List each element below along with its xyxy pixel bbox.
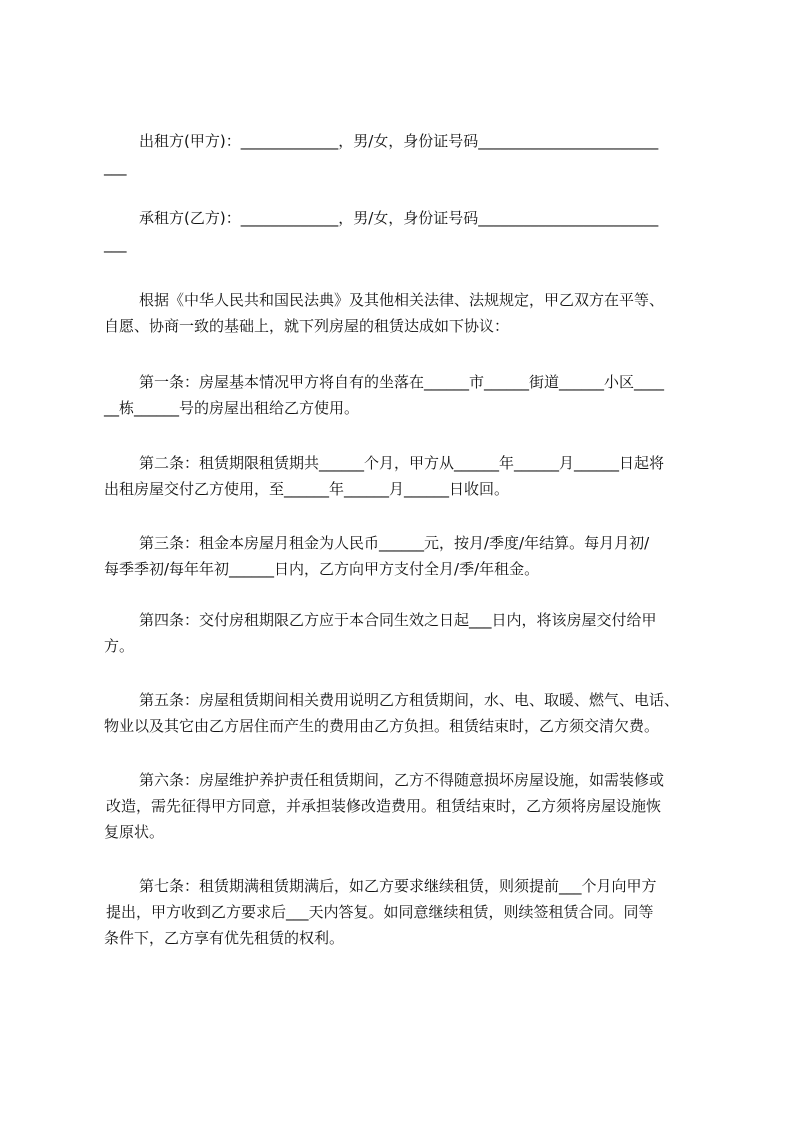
text-line: ___	[104, 158, 127, 176]
lessee-paragraph	[104, 205, 702, 257]
article-7-paragraph	[104, 873, 702, 951]
text-line: 第二条：租赁期限租赁期共______个月，甲方从______年______月______日起将	[139, 454, 665, 472]
text-line: 自愿、协商一致的基础上，就下列房屋的租赁达成如下协议：	[104, 317, 510, 335]
article-2-paragraph	[104, 450, 702, 502]
text-line: 第七条：租赁期满租赁期满后，如乙方要求继续租赁，则须提前___个月向甲方	[139, 877, 657, 895]
text-line: ___	[104, 235, 127, 253]
text-line: 出租方(甲方)：_____________，男/女，身份证号码________________________	[139, 132, 659, 150]
preamble-paragraph	[104, 287, 702, 339]
text-line: 条件下，乙方享有优先租赁的权利。	[104, 929, 345, 947]
text-line: 第五条：房屋租赁期间相关费用说明乙方租赁期间，水、电、取暖、燃气、电话、	[139, 691, 680, 709]
text-line: 改造，需先征得甲方同意，并承担装修改造费用。租赁结束时，乙方须将房屋设施恢	[106, 797, 662, 815]
text-line: 每季季初/每年年初______日内，乙方向甲方支付全月/季/年租金。	[104, 560, 540, 578]
text-line: 第六条：房屋维护养护责任租赁期间，乙方不得随意损坏房屋设施，如需装修或	[139, 771, 665, 789]
text-line: __栋______号的房屋出租给乙方使用。	[104, 399, 360, 417]
text-line: 承租方(乙方)：_____________，男/女，身份证号码________________________	[139, 209, 659, 227]
text-line: 提出，甲方收到乙方要求后___天内答复。如同意继续租赁，则续签租赁合同。同等	[106, 903, 654, 921]
article-1-paragraph	[104, 369, 702, 421]
article-4-paragraph	[104, 607, 702, 659]
text-line: 根据《中华人民共和国民法典》及其他相关法律、法规规定，甲乙双方在平等、	[139, 291, 665, 309]
text-line: 第一条：房屋基本情况甲方将自有的坐落在______市______街道______小区____	[139, 373, 665, 391]
text-line: 出租房屋交付乙方使用，至______年______月______日收回。	[104, 480, 510, 498]
article-5-paragraph	[104, 687, 702, 739]
text-line: 第四条：交付房租期限乙方应于本合同生效之日起___日内，将该房屋交付给甲	[139, 611, 657, 629]
text-line: 第三条：租金本房屋月租金为人民币______元，按月/季度/年结算。每月月初/	[139, 534, 650, 552]
text-line: 方。	[104, 637, 135, 655]
text-line: 物业以及其它由乙方居住而产生的费用由乙方负担。租赁结束时，乙方须交清欠费。	[104, 717, 660, 735]
text-line: 复原状。	[104, 823, 165, 841]
lessor-paragraph	[104, 128, 702, 180]
article-6-paragraph	[104, 767, 702, 845]
article-3-paragraph	[104, 530, 702, 582]
